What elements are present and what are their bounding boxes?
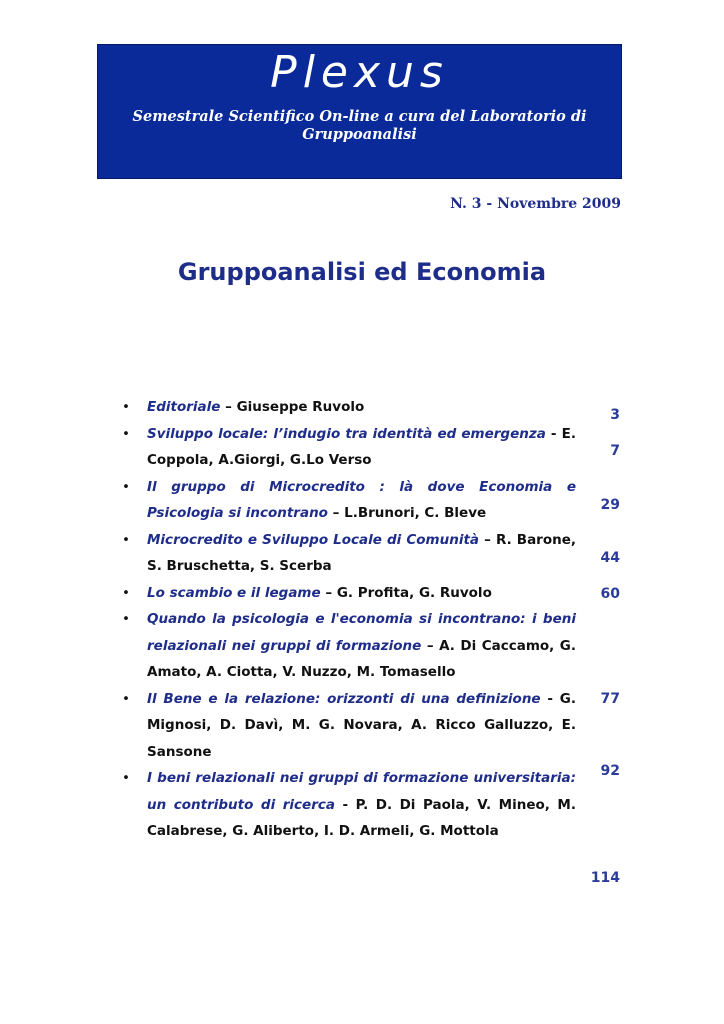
toc-page-number: 44 [600,550,620,566]
toc-separator: – [220,399,237,415]
toc-page-number: 114 [590,870,620,886]
toc-authors: R. Barone, S. Bruschetta, S. Scerba [147,531,577,574]
table-of-contents [120,394,576,845]
toc-separator: – [479,531,496,548]
issue-info: N. 3 - Novembre 2009 [450,196,621,212]
toc-item[interactable] [120,765,576,845]
toc-page-number: 29 [600,497,620,513]
toc-authors: P. D. Di Paola, V. Mineo, M. Calabrese, G. Aliberto, I. D. Armeli, G. Mottola [147,796,576,839]
toc-page-number: 77 [600,691,620,707]
toc-authors: L.Brunori, C. Bleve [344,505,487,521]
toc-section-title: Editoriale [147,399,221,415]
toc-page-number: 92 [600,763,620,779]
toc-section-title: Sviluppo locale: l’indugio tra identità ed emergenza [147,425,546,442]
header-subtitle: Semestrale Scientifico On-line a cura del Laboratorio di Gruppoanalisi [132,108,587,143]
toc-item[interactable] [120,394,576,421]
toc-item[interactable] [120,527,576,580]
toc-separator: – [327,505,345,521]
toc-authors: G. Mignosi, D. Davì, M. G. Novara, A. Ricco Galluzzo, E. Sansone [147,690,576,760]
toc-separator: - [540,690,560,707]
toc-item[interactable] [120,606,576,686]
plexus-logo: Plexus [270,47,449,98]
page-title: Gruppoanalisi ed Economia [177,258,547,286]
toc-separator: – [320,584,337,601]
toc-authors: E. Coppola, A.Giorgi, G.Lo Verso [147,425,576,468]
toc-page-number: 7 [610,443,620,459]
toc-section-title: Il gruppo di Microcredito : là dove Economia e Psicologia si incontrano [147,478,576,521]
toc-authors: Giuseppe Ruvolo [236,399,365,415]
toc-separator: - [334,796,356,813]
toc-section-title: I beni relazionali nei gruppi di formazione universitaria: un contributo di ricerca [147,770,576,813]
toc-item[interactable] [120,474,576,527]
toc-separator: – [421,637,440,654]
toc-section-title: Lo scambio e il legame [147,584,321,601]
header-banner [97,44,622,179]
toc-page-number: 3 [610,407,620,423]
toc-page-number: 60 [600,586,620,602]
toc-authors: G. Profita, G. Ruvolo [336,584,492,601]
toc-section-title: Il Bene e la relazione: orizzonti di una definizione [147,690,541,707]
toc-item[interactable] [120,421,576,474]
toc-separator: - [545,425,562,442]
toc-section-title: Quando la psicologia e l'economia si incontrano: i beni relazionali nei gruppi di formazione [147,611,576,654]
toc-section-title: Microcredito e Sviluppo Locale di Comunità [147,531,480,548]
toc-authors: A. Di Caccamo, G. Amato, A. Ciotta, V. Nuzzo, M. Tomasello [147,637,576,680]
toc-item[interactable] [120,686,576,766]
toc-item[interactable] [120,580,576,607]
